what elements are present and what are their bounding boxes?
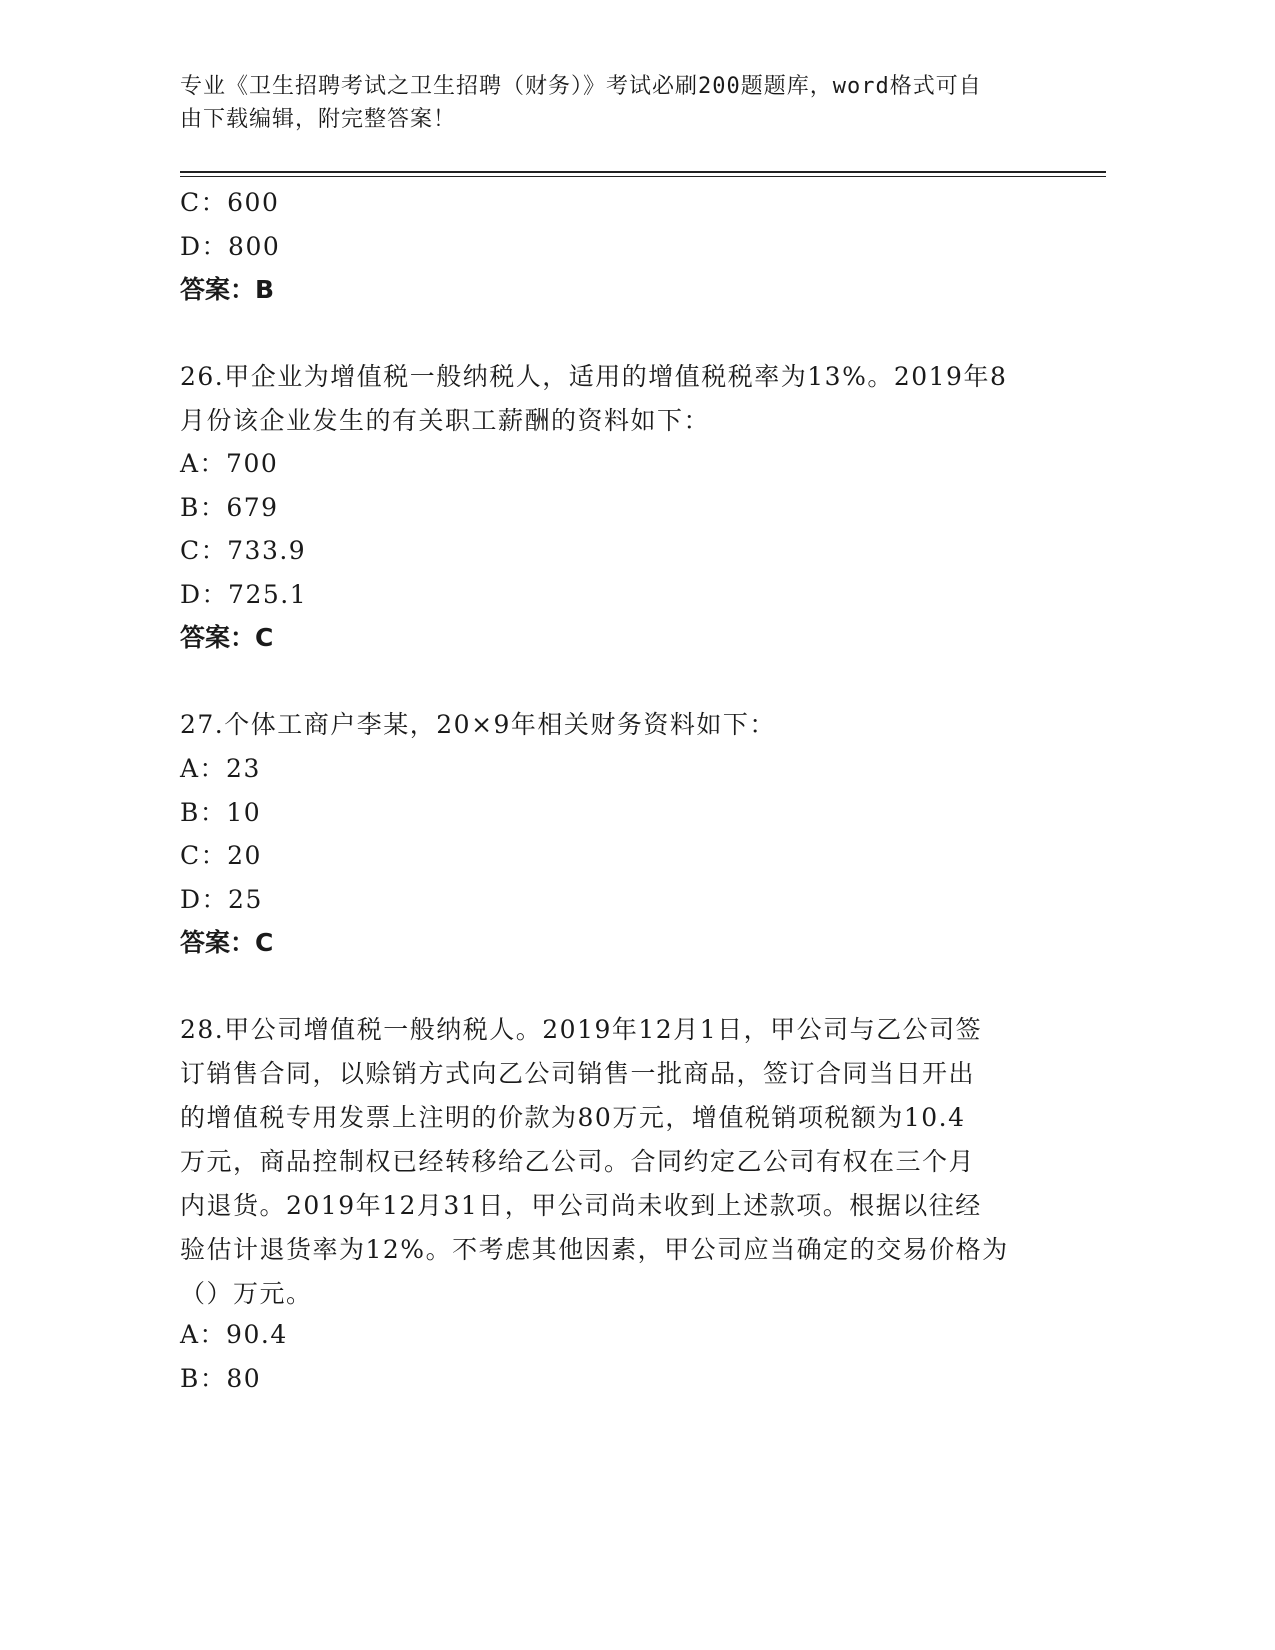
q27-option-d: D：25 — [180, 885, 263, 914]
header-rule-thick — [180, 171, 1106, 173]
q27-option-c: C：20 — [180, 841, 262, 870]
q25-answer: 答案：B — [180, 275, 275, 304]
q26-stem — [180, 355, 1040, 443]
q27-option-b: B：10 — [180, 798, 262, 827]
q26-option-c: C：733.9 — [180, 536, 307, 565]
q28-stem-line: 28.甲公司增值税一般纳税人。2019年12月1日，甲公司与乙公司签 — [180, 1015, 983, 1044]
q25-option-d: D：800 — [180, 232, 281, 261]
header-line-1: 专业《卫生招聘考试之卫生招聘（财务）》考试必刷200题题库，word格式可自 — [180, 74, 982, 99]
q26-option-a: A：700 — [180, 449, 279, 478]
q28-stem-line: （）万元。 — [180, 1279, 313, 1308]
q27-option-a: A：23 — [180, 754, 261, 783]
q26-option-b: B：679 — [180, 493, 279, 522]
header-rule-thin — [180, 176, 1106, 177]
q25-option-c: C：600 — [180, 188, 280, 217]
q27-stem — [180, 703, 1040, 747]
q27-stem-line: 27.个体工商户李某，20×9年相关财务资料如下： — [180, 710, 776, 739]
document-header — [180, 70, 1080, 136]
q27-answer: 答案：C — [180, 928, 274, 957]
q28-stem — [180, 1008, 1040, 1316]
q26-option-d: D：725.1 — [180, 580, 308, 609]
q28-stem-line: 内退货。2019年12月31日，甲公司尚未收到上述款项。根据以往经 — [180, 1191, 982, 1220]
q28-stem-line: 万元，商品控制权已经转移给乙公司。合同约定乙公司有权在三个月 — [180, 1147, 976, 1176]
header-line-2: 由下载编辑，附完整答案！ — [180, 107, 457, 132]
q28-stem-line: 验估计退货率为12%。不考虑其他因素，甲公司应当确定的交易价格为 — [180, 1235, 1009, 1264]
q26-answer: 答案：C — [180, 623, 274, 652]
q26-stem-line: 月份该企业发生的有关职工薪酬的资料如下： — [180, 406, 711, 435]
q28-option-a: A：90.4 — [180, 1320, 288, 1349]
q28-stem-line: 的增值税专用发票上注明的价款为80万元，增值税销项税额为10.4 — [180, 1103, 966, 1132]
q28-option-b: B：80 — [180, 1364, 262, 1393]
q28-stem-line: 订销售合同，以赊销方式向乙公司销售一批商品，签订合同当日开出 — [180, 1059, 976, 1088]
q26-stem-line: 26.甲企业为增值税一般纳税人，适用的增值税税率为13%。2019年8 — [180, 362, 1008, 391]
